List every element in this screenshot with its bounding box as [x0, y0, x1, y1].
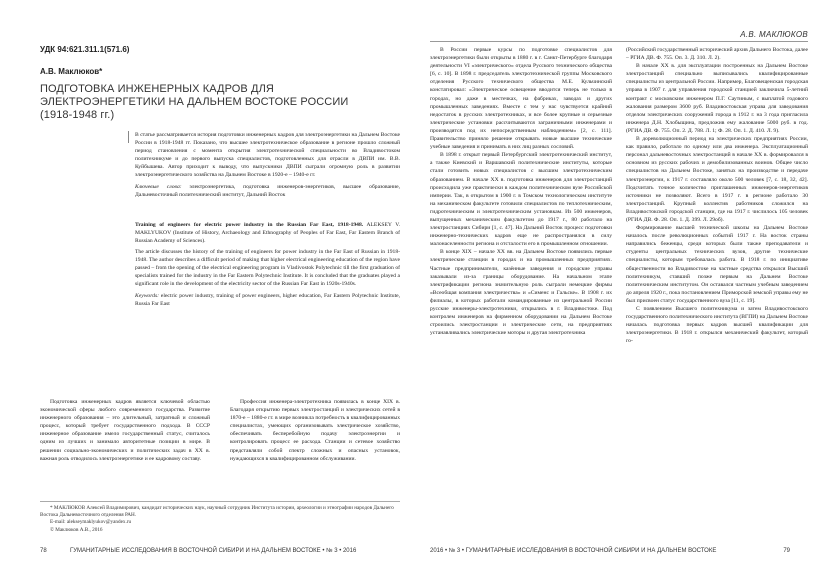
abstract-ru: В статье рассматривается история подготовки инженерных кадров для электроэнергетики на Дальнем Востоке России в 1918-1948 гг. Показано, что высшее электротехническое образование в регионе прошло сложный период становления с момента открытия электротехнической специальности во Владивостоком политехникуме и до первого выпуска специалистов, подготовленных для отрасли в ДВПИ им. В.В. Куйбышева. Автор приходит к выводу, что выпускники ДВПИ сыграли огромную роль в развитии электроэнергетического хозяйства на Дальнем Востоке в 1920-е – 1940-е гг.: [135, 132, 400, 179]
paragraph: Профессия инженера-электротехника появилась в конце XIX в. Благодаря открытию первых электростанций и электрических сетей в 1870-е – 1880-е гг. в мире возникла потребность в квалифицированных специалистах, умеющих организовывать электрическое хозяйство, обеспечивать бесперебойную подачу электроэнергии и контролировать процесс ее расхода. Станции и сетевое хозяйство представляли собой спектр сложных и опасных установок, нуждающихся в квалифицированном обслуживании.: [230, 399, 400, 462]
journal-footer: 2016 • № 3 • ГУМАНИТАРНЫЕ ИССЛЕДОВАНИЯ В ВОСТОЧНОЙ СИБИРИ И НА ДАЛЬНЕМ ВОСТОКЕ: [430, 548, 717, 554]
article-title: ПОДГОТОВКА ИНЖЕНЕРНЫХ КАДРОВ ДЛЯ ЭЛЕКТРОЭНЕРГЕТИКИ НА ДАЛЬНЕМ ВОСТОКЕ РОССИИ (1918-1948 гг.): [40, 83, 349, 121]
keywords-ru: [135, 183, 400, 199]
footnote-divider: [40, 501, 400, 502]
right-page: [410, 0, 820, 580]
english-author: ALEKSEY V. MAKLYUKOV (Institute of History, Archaeology and Ethnography of Peoples of Far East, Far Eastern Branch of Russian Academy of Sciences).: [135, 221, 400, 244]
journal-footer: ГУМАНИТАРНЫЕ ИССЛЕДОВАНИЯ В ВОСТОЧНОЙ СИБИРИ И НА ДАЛЬНЕМ ВОСТОКЕ • № 3 • 2016: [70, 548, 357, 554]
article-author: А.В. Маклюков*: [40, 67, 103, 76]
page-footer: [40, 548, 400, 554]
page-number: 79: [783, 548, 790, 554]
body-column-1: [40, 398, 210, 463]
abstract-en: The article discusses the history of the training of engineers for power industry in the Far East of Russian in 1918-1948. The author describes a difficult period of making that higher electrical engineering education of the region have passed – from the opening of the electrical engineering program in Vladivostok Polytechnic till the first graduation of specialists trained for the industry in the Far Eastern Polytechnic Institute. It is concluded that the graduates played a significant role in the development of the electricity sector of the Russian Far East in 1920s-1940s.: [135, 249, 400, 288]
paragraph: В 1898 г. открыт первый Петербургский электротехнический институт, а также Киевский и Варшавский политехнические институты, которые стали готовить новых специалистов с высшим электротехническим образованием. В начале XX в. подготовка инженеров для электростанций происходила уже практически в каждом политехническом вузе Российской империи. Так, в открытом в 1900 г. в Томском технологическом институте на механическом факультете готовили специалистов по теплотехническим, гидротехническим и электротехническим установкам. Из 500 инженеров, выпущенных механическим факультетом до 1917 г., 80 работало на электростанциях Сибири [1, с. 47]. На Дальний Восток процесс подготовки инженерно-технических кадров еще не распространялся в силу малонаселенности региона и отсталости его в промышленном отношении.: [430, 152, 612, 248]
body-column-2: [230, 398, 400, 463]
paragraph: С появлением Высшего политехникума и затем Владивостокского государственного политехнического института (ВГПИ) на Дальнем Востоке началась подготовка первых кадров высшей квалификации для электроэнергетики. В 1918 г. открылся механический факультет, который го-: [626, 306, 808, 345]
footnote-author-info: * МАКЛЮКОВ Алексей Владимирович, кандидат исторических наук, научный сотрудник Института истории, археологии и этнографии народов Дальнего Востока Дальневосточного отделения РАН.: [40, 505, 394, 519]
page-footer: [430, 548, 790, 554]
english-title-text: Training of engineers for electric power industry in the Russian Far East, 1918-1948.: [135, 221, 364, 228]
keywords-en-label: Keywords:: [135, 292, 160, 299]
keywords-en: [135, 292, 400, 308]
paragraph: (Российский государственный исторический архив Дальнего Востока, далее – РГИА ДВ. Ф. 755. Оп. 3. Д. 310. Л. 2).: [626, 47, 808, 62]
keywords-en-text: electric power industry, training of power engineers, higher education, Far Eastern Polytechnic Institute, Russia Far East: [135, 292, 400, 307]
udk-code: УДК 94:621.311.1(571.6): [40, 45, 130, 54]
running-head: А.В. МАКЛЮКОВ: [740, 30, 808, 39]
paragraph: Формирование высшей технической школы на Дальнем Востоке началось после революционных событий 1917 г. На восток страны направились беженцы, среди которых были также преподаватели и студенты центральных технических вузов, другие технические специалисты, которым требовалась работа. В 1918 г. по инициативе общественности во Владивостоке на частные средства открылся Высший политехникум, ставший позже первым на Дальнем Востоке политехническим институтом. Он оставался частным учебным заведением до апреля 1920 г., пока постановлением Приморской земской управы ему не был присвоен статус государственного вуза [11, с. 19].: [626, 225, 808, 304]
body-columns: [40, 398, 400, 463]
right-body-columns: [430, 46, 808, 345]
footnote: [40, 505, 400, 534]
margin-marker: [128, 131, 129, 143]
paragraph: Подготовка инженерных кадров является ключевой областью экономической сферы любого современного государства. Развитие инженерного образования – это длительный, затратный и сложный процесс, который требует государственного подхода. В СССР инженерное образование имело государственный статус, считалось одним из лучших и занимало авторитетные позиции в мире. В решении социально-экономических и политических задач в XX в. важная роль отводилось электроэнергетике и ее кадровому составу.: [40, 399, 210, 462]
keywords-ru-text: электроэнергетика, подготовка инженеров-энергетиков, высшее образование, Дальневосточный политехнический институт, Дальний Восток: [135, 183, 400, 198]
english-title: [135, 221, 400, 245]
paragraph: В России первые курсы по подготовке специалистов для электроэнергетики были открыты в 1880 г. в г. Санкт-Петербурге благодаря деятельности VI «электрического» отдела Русского технического общества [6, с. 10]. В 1898 г. председатель электротехнической группы Московского отделения Русского технического общества М.Е. Кульчинский констатировал: «Электрическое освещение вводится теперь не только в городах, но даже в местечках, на фабриках, заводах и других промышленных заведениях. Вместе с тем у нас чувствуется крайний недостаток в русских электротехниках, и все более крупные и серьезные электрические установки рассчитываются заграничными инженерами и производятся под их непосредственным наблюдением» [2, с. 111]. Правительство приняло решение открывать новые высшие технические учебные заведения и принимать в них лиц разных сословий.: [430, 47, 612, 151]
keywords-ru-label: Ключевые слова:: [135, 183, 182, 190]
abstract-block: [135, 131, 400, 308]
paragraph: В конце XIX – начале XX вв. на Дальнем Востоке появились первые электрические станции в городах и на промышленных предприятиях. Частные предприниматели, казённые заведения и городские управы заказывали из-за границы оборудование. На начальном этапе электрификации региона значительную роль сыграли немецкие фирмы «Всеобщая компания электричества» и «Сименс и Гальске». В 1908 г. их филиалы, в которых работали командированные из центральной России русские инженеры-электротехники, открылись в г. Владивостоке. Под контролем инженеров на фирменном оборудовании на Дальнем Востоке строились электростанции и электрические сети, на предприятиях устанавливались электрические моторы и другая электротехника: [430, 249, 612, 337]
page-number: 78: [40, 548, 47, 554]
footnote-copyright: © Маклюков А.В., 2016: [50, 526, 103, 533]
header-divider: [430, 41, 808, 42]
paragraph: В дореволюционный период на электрических предприятиях России, как правило, работало по одному или два инженера. Эксплуатационный персонал дальневосточных электростанций в начале XX в. формировался в основном из русских рабочих и демобилизованных воинов. Общее число специалистов на Дальнем Востоке, занятых на производстве и передаче электроэнергии, к 1917 г. составляло около 500 человек [7, с. 18, 32, 42]. Подсчитать точное количество приглашенных инженеров-энергетиков источники не позволяют. Всего в 1917 г. в регионе работало 30 электростанций. Крупный коллектив работников сложился на Владивостокской городской станции, где на 1917 г. числилось 105 человек (РГИА ДВ. Ф. 28. Оп. 1. Д. 399. Л. 29об).: [626, 136, 808, 223]
footnote-email: E-mail: alekseymaklyukov@yandex.ru: [50, 519, 132, 526]
right-column-2: [626, 46, 808, 345]
paragraph: В начале XX в. для эксплуатации построенных на Дальнем Востоке электростанций специально выписывались квалифицированные специалисты из центральной России. Например, Благовещенская городская управа в 1907 г. для управления городской станцией заключила 5-летний контракт с московским инженером П.Г. Саутиным, с выплатой годового жалования размером 3600 руб. Владивостокская управа для заведования отделом электрических сооружений города в 1912 г. на 3 года пригласила инженера Д.Н. Хлобыщина, предложив ему жалование 5000 руб. в год. (РГИА ДВ. Ф. 755. Оп. 2. Д. 788. Л. 1; Ф. 28. Оп. 1. Д. 410. Л. 9).: [626, 63, 808, 134]
right-column-1: [430, 46, 612, 345]
